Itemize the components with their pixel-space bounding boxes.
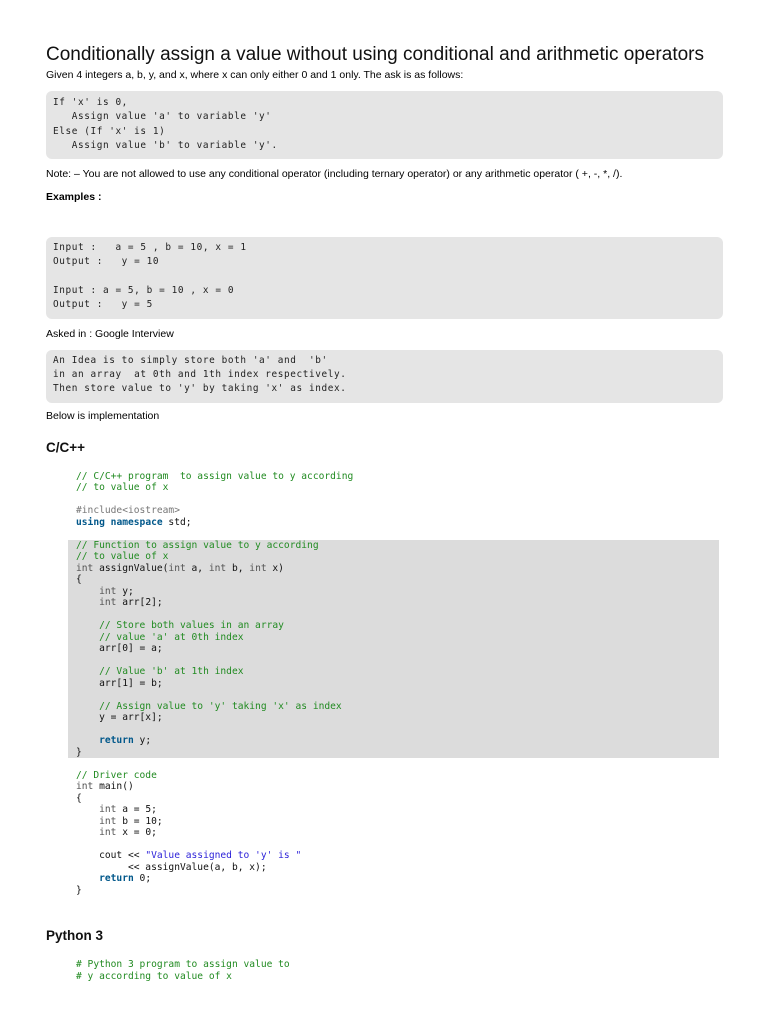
python-code-block (68, 959, 719, 982)
code-line: # Python 3 program to assign value to (76, 959, 290, 971)
code-line: // to value of x (76, 482, 169, 494)
code-line: } (76, 884, 82, 896)
code-line (68, 724, 719, 736)
problem-code-box: If 'x' is 0, Assign value 'a' to variable 'y' Else (If 'x' is 1) Assign value 'b' to variable 'y'. (46, 91, 723, 159)
code-line: int arr[2]; (68, 597, 719, 609)
code-line: arr[1] = b; (68, 678, 719, 690)
idea-code-box: An Idea is to simply store both 'a' and 'b' in an array at 0th and 1th index respectively. Then store value to 'y' by taking 'x' as index. (46, 350, 723, 403)
code-line: y = arr[x]; (68, 712, 719, 724)
code-line: return 0; (99, 873, 152, 885)
code-line: // Driver code (76, 769, 157, 781)
code-line: #include<iostream> (76, 505, 180, 517)
code-line: // C/C++ program to assign value to y according (76, 470, 354, 482)
code-line (68, 839, 719, 851)
code-line: } (68, 747, 719, 759)
code-line: arr[0] = a; (68, 643, 719, 655)
code-line: // Function to assign value to y according (68, 540, 719, 552)
code-line: int b = 10; (99, 815, 163, 827)
code-line: using namespace std; (76, 516, 192, 528)
article (46, 42, 723, 982)
cpp-code-block (68, 471, 719, 897)
code-line: int y; (68, 586, 719, 598)
code-line: int main() (76, 781, 134, 793)
code-line (68, 758, 719, 770)
code-line: int assignValue(int a, int b, int x) (68, 563, 719, 575)
page-title: Conditionally assign a value without using conditional and arithmetic operators (46, 44, 704, 65)
code-line: // Store both values in an array (68, 620, 719, 632)
code-line (68, 609, 719, 621)
code-line: // value 'a' at 0th index (68, 632, 719, 644)
code-line: << assignValue(a, b, x); (76, 861, 267, 873)
code-line (68, 528, 719, 540)
code-line (68, 494, 719, 506)
code-line: // Value 'b' at 1th index (68, 666, 719, 678)
cpp-heading: C/C++ (46, 439, 86, 455)
code-line: { (68, 574, 719, 586)
code-line: return y; (68, 735, 719, 747)
code-line: // to value of x (68, 551, 719, 563)
code-line: # y according to value of x (76, 970, 232, 982)
code-line: // Assign value to 'y' taking 'x' as index (68, 701, 719, 713)
code-line: { (76, 792, 82, 804)
examples-code-box: Input : a = 5 , b = 10, x = 1 Output : y = 10 Input : a = 5, b = 10 , x = 0 Output : y = 5 (46, 237, 723, 318)
code-line (68, 689, 719, 701)
code-line: int x = 0; (99, 827, 157, 839)
code-line: cout << "Value assigned to 'y' is " (76, 850, 302, 862)
python-heading: Python 3 (46, 928, 104, 944)
code-line: int a = 5; (99, 804, 157, 816)
intro-text: Given 4 integers a, b, y, and x, where x can only either 0 and 1 only. The ask is as follows: (46, 69, 464, 81)
below-text: Below is implementation (46, 409, 160, 422)
examples-label: Examples : (46, 191, 102, 204)
asked-in-text: Asked in : Google Interview (46, 327, 174, 340)
code-line (68, 655, 719, 667)
note-text: Note: – You are not allowed to use any conditional operator (including ternary operator) or any arithmetic operator ( +, -, *, /). (46, 168, 623, 181)
